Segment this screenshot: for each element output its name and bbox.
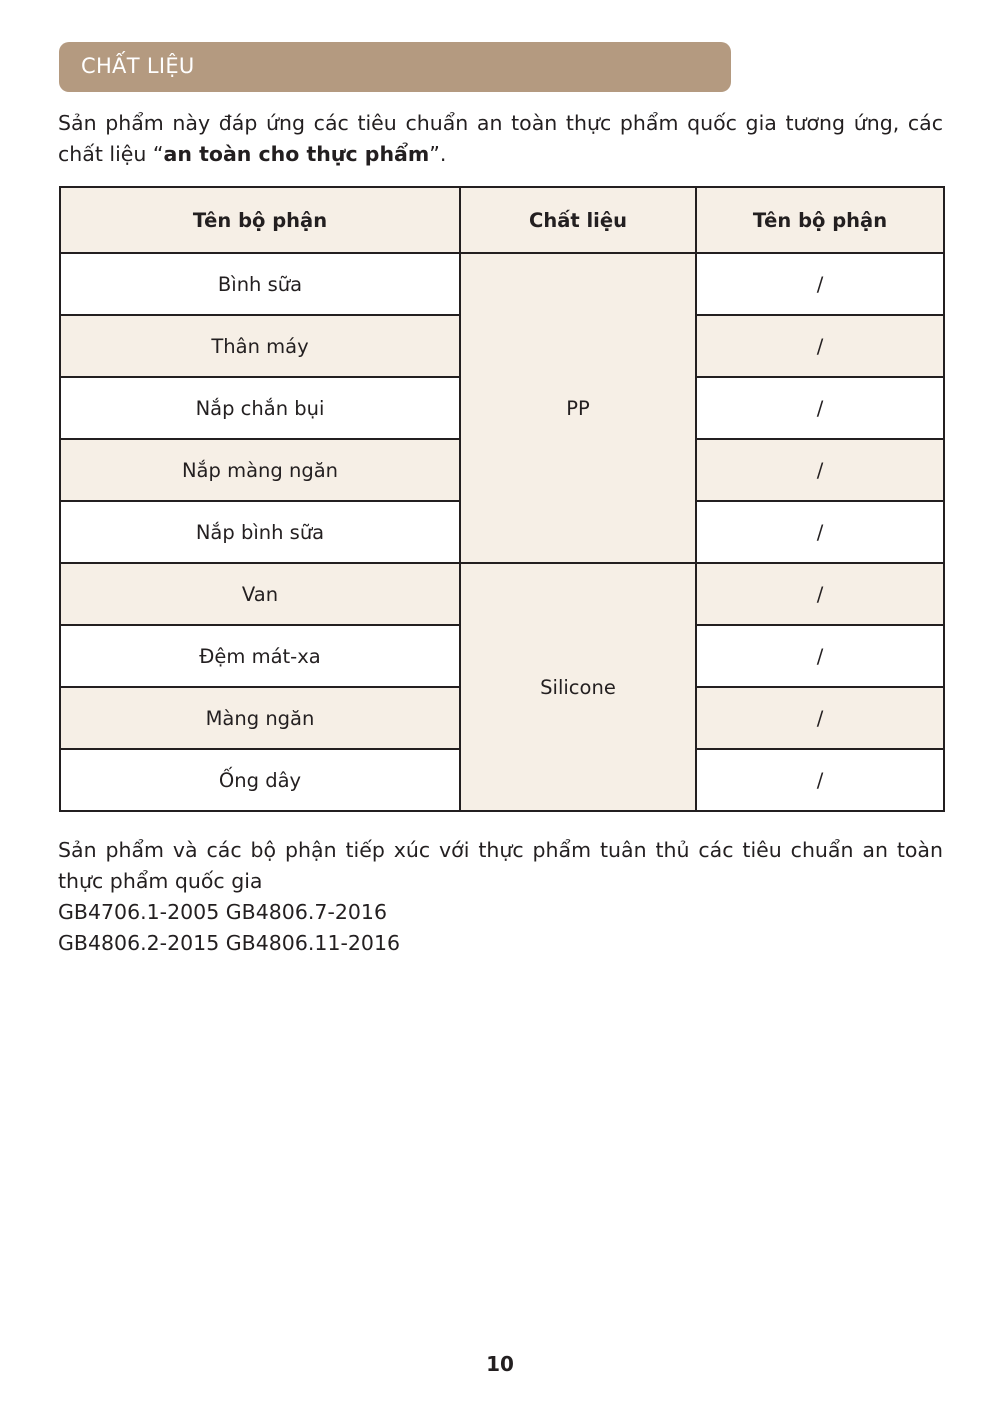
note-cell: / bbox=[696, 315, 944, 377]
intro-paragraph bbox=[58, 108, 943, 170]
material-cell-silicone: Silicone bbox=[460, 563, 696, 811]
compliance-paragraph: Sản phẩm và các bộ phận tiếp xúc với thực phẩm tuân thủ các tiêu chuẩn an toàn thực phẩm quốc gia bbox=[58, 838, 943, 893]
materials-table bbox=[59, 186, 945, 812]
standards-line-1: GB4706.1-2005 GB4806.7-2016 bbox=[58, 900, 388, 924]
part-cell: Đệm mát-xa bbox=[60, 625, 460, 687]
part-cell: Màng ngăn bbox=[60, 687, 460, 749]
note-cell: / bbox=[696, 439, 944, 501]
part-cell: Nắp chắn bụi bbox=[60, 377, 460, 439]
intro-text-after: ”. bbox=[429, 142, 447, 166]
section-title: CHẤT LIỆU bbox=[81, 54, 195, 78]
header-material: Chất liệu bbox=[460, 187, 696, 253]
part-cell: Bình sữa bbox=[60, 253, 460, 315]
note-cell: / bbox=[696, 377, 944, 439]
note-cell: / bbox=[696, 687, 944, 749]
part-cell: Ống dây bbox=[60, 749, 460, 811]
table-header-row bbox=[60, 187, 944, 253]
section-header bbox=[59, 42, 731, 92]
part-cell: Nắp bình sữa bbox=[60, 501, 460, 563]
standards-line-2: GB4806.2-2015 GB4806.11-2016 bbox=[58, 931, 401, 955]
note-cell: / bbox=[696, 501, 944, 563]
header-part-name-2: Tên bộ phận bbox=[696, 187, 944, 253]
intro-bold-text: an toàn cho thực phẩm bbox=[163, 142, 430, 166]
part-cell: Thân máy bbox=[60, 315, 460, 377]
note-cell: / bbox=[696, 563, 944, 625]
part-cell: Van bbox=[60, 563, 460, 625]
page-number: 10 bbox=[486, 1352, 514, 1376]
table-row bbox=[60, 253, 944, 315]
compliance-note bbox=[58, 835, 943, 959]
intro-text-before: Sản phẩm này đáp ứng các tiêu chuẩn an toàn thực phẩm quốc gia tương ứng, các chất liệu “ bbox=[58, 111, 943, 166]
note-cell: / bbox=[696, 625, 944, 687]
header-part-name: Tên bộ phận bbox=[60, 187, 460, 253]
material-cell-pp: PP bbox=[460, 253, 696, 563]
part-cell: Nắp màng ngăn bbox=[60, 439, 460, 501]
table-row bbox=[60, 563, 944, 625]
note-cell: / bbox=[696, 253, 944, 315]
note-cell: / bbox=[696, 749, 944, 811]
